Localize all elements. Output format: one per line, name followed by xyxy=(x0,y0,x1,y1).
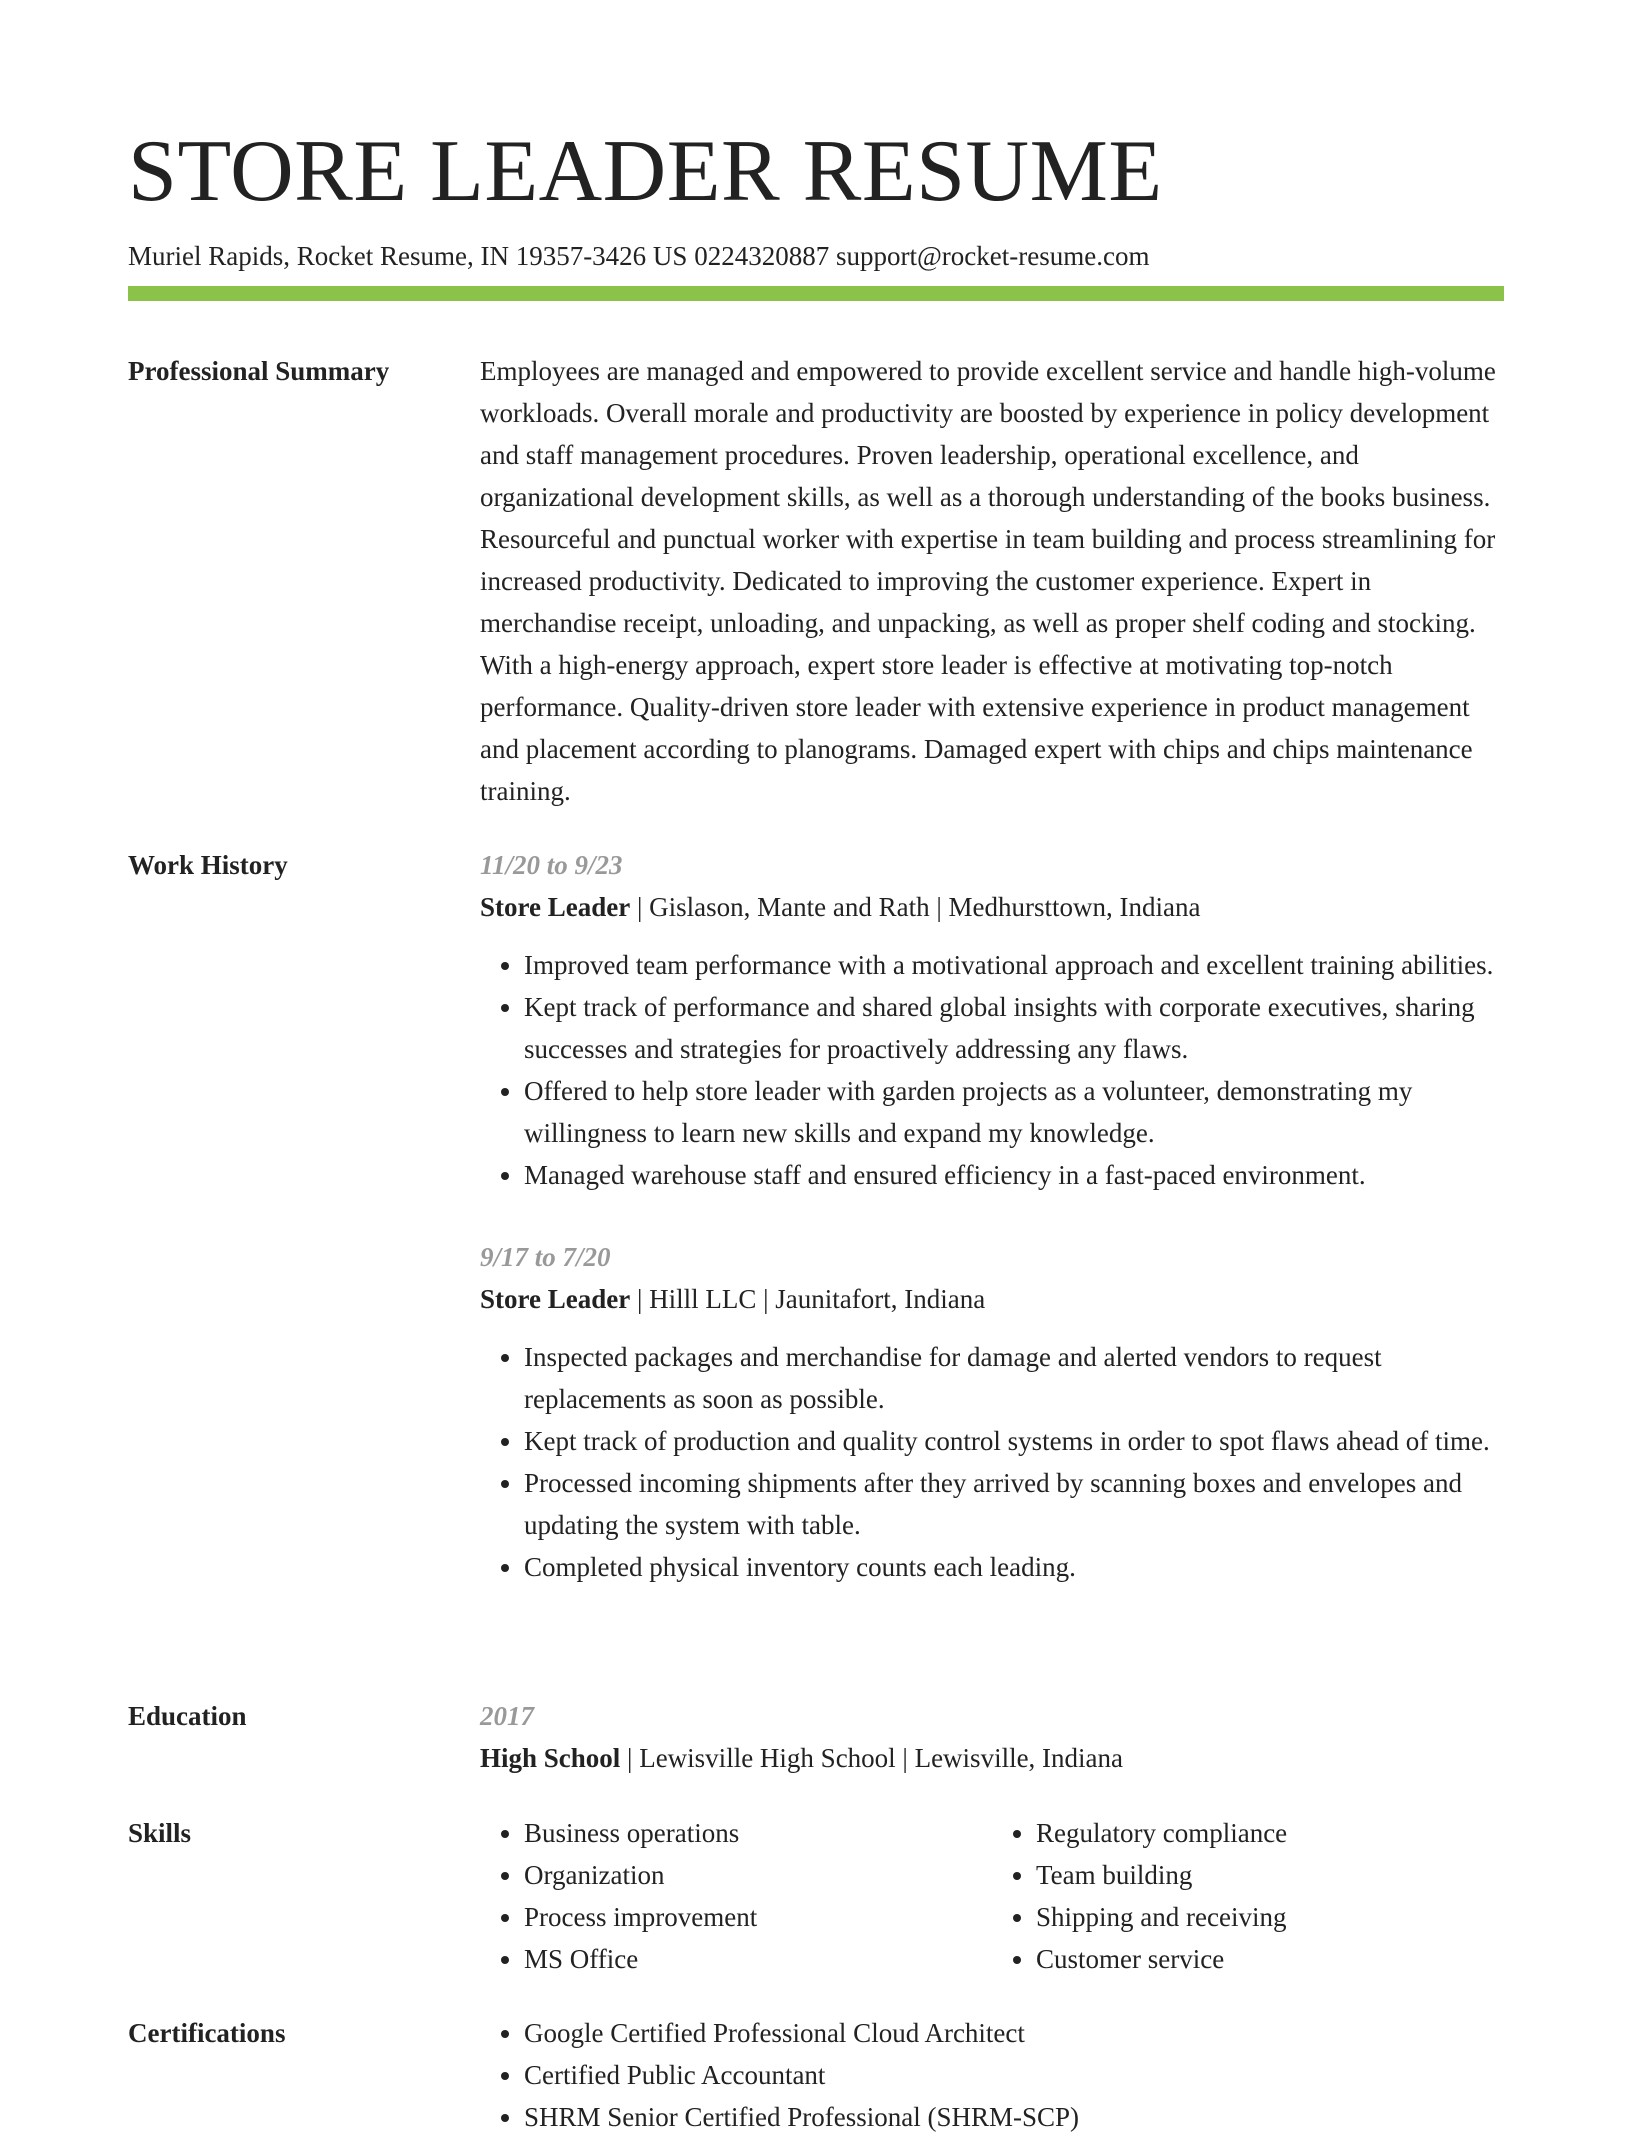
job-title-line xyxy=(480,1278,1504,1320)
list-item: • Inspected packages and merchandise for damage and alerted vendors to request replacements as soon as possible. xyxy=(524,1336,1504,1420)
job-role: Store Leader xyxy=(480,1284,631,1314)
skills-list-left xyxy=(480,1812,992,1980)
education-label: Education xyxy=(128,1701,247,1731)
job-details: | Hilll LLC | Jaunitafort, Indiana xyxy=(630,1284,986,1314)
job-role: Store Leader xyxy=(480,892,631,922)
job-title-line xyxy=(480,886,1504,928)
list-item: • Kept track of performance and shared global insights with corporate executives, sharing successes and strategies for proactively addressing any flaws. xyxy=(524,986,1504,1070)
list-item: • Process improvement xyxy=(524,1896,992,1938)
job-bullets xyxy=(480,944,1504,1196)
list-item: • Shipping and receiving xyxy=(1036,1896,1504,1938)
work-history-body xyxy=(480,844,1504,1588)
skills-body xyxy=(480,1812,1504,1980)
education-body xyxy=(480,1695,1504,1779)
list-item: • Kept track of production and quality control systems in order to spot flaws ahead of time. xyxy=(524,1420,1504,1462)
certifications-body xyxy=(480,2012,1504,2138)
summary-body xyxy=(480,350,1504,812)
resume-header xyxy=(128,118,1504,274)
skills-label: Skills xyxy=(128,1818,192,1848)
list-item: • Processed incoming shipments after they arrived by scanning boxes and envelopes and updating the system with table. xyxy=(524,1462,1504,1546)
summary-text: Employees are managed and empowered to provide excellent service and handle high-volume workloads. Overall morale and productivity are boosted by experience in policy development and staff management procedures. Proven leadership, operational excellence, and organizational development skills, as well as a thorough understanding of the books business. Resourceful and punctual worker with expertise in team building and process streamlining for increased productivity. Dedicated to improving the customer experience. Expert in merchandise receipt, unloading, and unpacking, as well as proper shelf coding and stocking. With a high-energy approach, expert store leader is effective at motivating top-notch performance. Quality-driven store leader with extensive experience in product management and placement according to planograms. Damaged expert with chips and chips maintenance training. xyxy=(480,356,1496,806)
list-item: • Google Certified Professional Cloud Architect xyxy=(524,2012,1504,2054)
list-item: • Team building xyxy=(1036,1854,1504,1896)
list-item: • Completed physical inventory counts each leading. xyxy=(524,1546,1504,1588)
work-history-label: Work History xyxy=(128,850,288,880)
list-item: • Improved team performance with a motivational approach and excellent training abilities. xyxy=(524,944,1504,986)
list-item: • Certified Public Accountant xyxy=(524,2054,1504,2096)
contact-info: Muriel Rapids, Rocket Resume, IN 19357-3426 US 0224320887 support@rocket-resume.com xyxy=(128,241,1150,271)
certifications-list xyxy=(480,2012,1504,2138)
header-divider xyxy=(128,286,1504,301)
education-line xyxy=(480,1737,1504,1779)
job-details: | Gislason, Mante and Rath | Medhursttown, Indiana xyxy=(630,892,1201,922)
skills-list-right xyxy=(992,1812,1504,1980)
page-title: STORE LEADER RESUME xyxy=(128,123,1163,220)
list-item: • SHRM Senior Certified Professional (SHRM-SCP) xyxy=(524,2096,1504,2138)
list-item: • Organization xyxy=(524,1854,992,1896)
education-year: 2017 xyxy=(480,1701,534,1731)
job-dates: 9/17 to 7/20 xyxy=(480,1242,611,1272)
list-item: • Business operations xyxy=(524,1812,992,1854)
summary-label: Professional Summary xyxy=(128,356,390,386)
education-degree: High School xyxy=(480,1743,621,1773)
certifications-label: Certifications xyxy=(128,2018,286,2048)
job-dates: 11/20 to 9/23 xyxy=(480,850,623,880)
job-entry xyxy=(480,844,1504,1196)
job-bullets xyxy=(480,1336,1504,1588)
education-details: | Lewisville High School | Lewisville, Indiana xyxy=(620,1743,1124,1773)
list-item: • Customer service xyxy=(1036,1938,1504,1980)
list-item: • Offered to help store leader with garden projects as a volunteer, demonstrating my willingness to learn new skills and expand my knowledge. xyxy=(524,1070,1504,1154)
list-item: • Regulatory compliance xyxy=(1036,1812,1504,1854)
job-entry xyxy=(480,1236,1504,1588)
list-item: • Managed warehouse staff and ensured efficiency in a fast-paced environment. xyxy=(524,1154,1504,1196)
list-item: • MS Office xyxy=(524,1938,992,1980)
